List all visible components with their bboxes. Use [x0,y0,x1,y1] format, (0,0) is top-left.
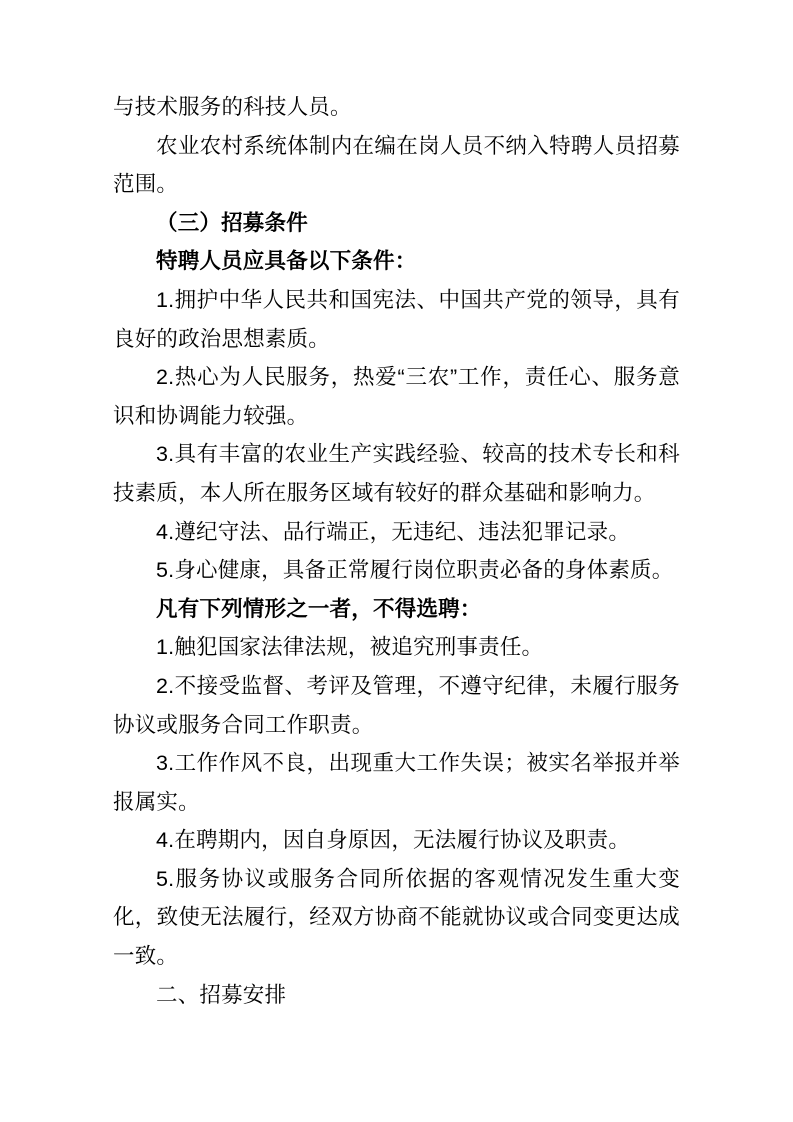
body-paragraph: 4.遵纪守法、品行端正，无违纪、违法犯罪记录。 [156,519,631,544]
body-paragraph: 1.拥护中华人民共和国宪法、中国共产党的领导，具有良好的政治思想素质。 [113,287,680,351]
body-paragraph: 二、招募安排 [156,982,287,1007]
body-paragraph: 2.热心为人民服务，热爱“三农”工作，责任心、服务意识和协调能力较强。 [113,365,680,428]
document-body [113,88,680,1014]
heading-paragraph: 凡有下列情形之一者，不得选聘： [156,596,482,621]
body-paragraph: 与技术服务的科技人员。 [113,95,352,119]
body-paragraph: 3.具有丰富的农业生产实践经验、较高的技术专长和科技素质，本人所在服务区域有较好的群众基础和影响力。 [113,442,680,505]
body-paragraph: 5.服务协议或服务合同所依据的客观情况发生重大变化，致使无法履行，经双方协商不能就协议或合同变更达成一致。 [113,866,680,969]
heading-paragraph: （三）招募条件 [156,210,308,235]
body-paragraph: 5.身心健康，具备正常履行岗位职责必备的身体素质。 [156,558,674,583]
body-paragraph: 农业农村系统体制内在编在岗人员不纳入特聘人员招募范围。 [113,133,680,197]
heading-paragraph: 特聘人员应具备以下条件： [156,249,417,274]
body-paragraph: 2.不接受监督、考评及管理，不遵守纪律，未履行服务协议或服务合同工作职责。 [113,673,680,737]
body-paragraph: 3.工作作风不良，出现重大工作失误；被实名举报并举报属实。 [113,751,680,814]
body-paragraph: 1.触犯国家法律法规，被追究刑事责任。 [156,635,544,660]
body-paragraph: 4.在聘期内，因自身原因，无法履行协议及职责。 [156,828,631,853]
